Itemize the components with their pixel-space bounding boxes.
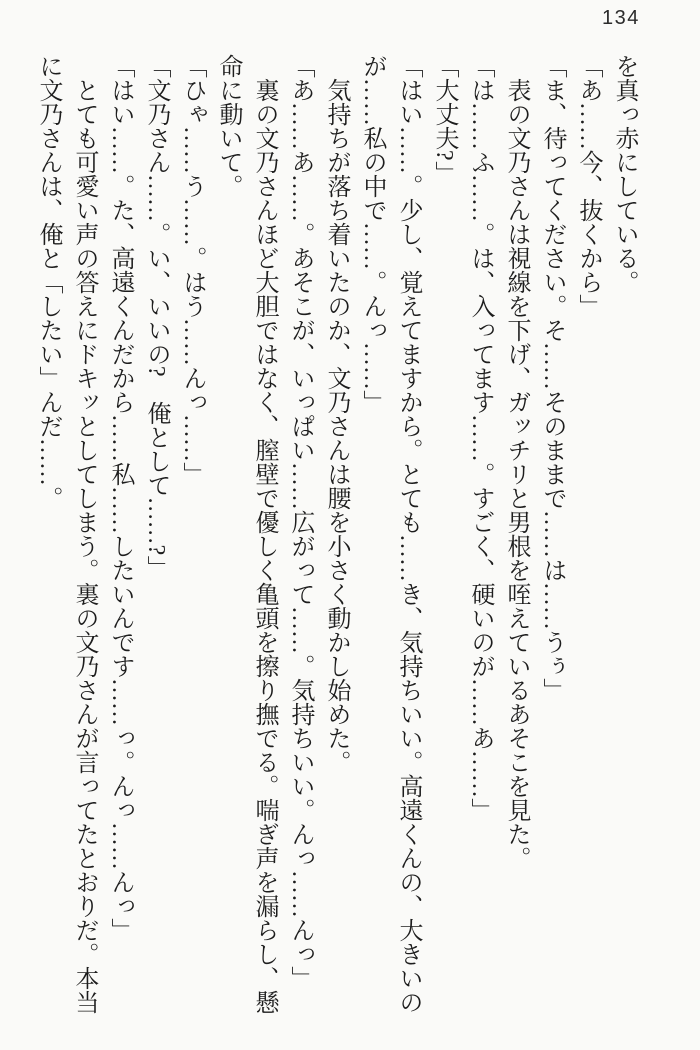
text-line: 気持ちが落ち着いたのか、文乃さんは腰を小さく動かし始めた。	[323, 78, 349, 774]
text-line: とても可愛い声の答えにドキッとしてしまう。裏の文乃さんが言ってたとおりだ。本当	[71, 78, 97, 1014]
text-line: 「はい……。た、高遠くんだから……私……したいんです……っ。んっ……んっ」	[107, 54, 133, 942]
text-line: 表の文乃さんは視線を下げ、ガッチリと男根を咥えているあそこを見た。	[503, 78, 529, 870]
text-line: を真っ赤にしている。	[611, 54, 637, 294]
text-line: 命に動いて。	[215, 54, 241, 198]
text-line: 「文乃さん……。い、いいの? 俺として……?」	[143, 54, 169, 580]
page-number: 134	[602, 7, 640, 29]
text-line: 裏の文乃さんほど大胆ではなく、膣壁で優しく亀頭を擦り撫でる。喘ぎ声を漏らし、懸	[251, 78, 277, 1014]
text-line: 「あ……今、抜くから」	[575, 54, 601, 318]
text-line: に文乃さんは、俺と「したい」んだ……。	[35, 54, 61, 510]
text-line: 「は……ふ……。は、入ってます……。すごく、硬いのが……あ……」	[467, 54, 493, 822]
text-line: 「はい……。少し、覚えてますから。とても……き、気持ちいい。高遠くんの、大きいの	[395, 54, 421, 1014]
text-line: 「ま、待ってください。そ……そのままで……は……うぅ」	[539, 54, 565, 702]
text-line: が……私の中で……。んっ……」	[359, 54, 385, 414]
text-line: 「あ……あ……。あそこが、いっぱい……広がって……。気持ちいい。んっ……んっ」	[287, 54, 313, 990]
text-line: 「ひゃ……う……。はう……んっ……」	[179, 54, 205, 486]
text-body	[30, 54, 642, 1012]
text-line: 「大丈夫?」	[431, 54, 457, 185]
